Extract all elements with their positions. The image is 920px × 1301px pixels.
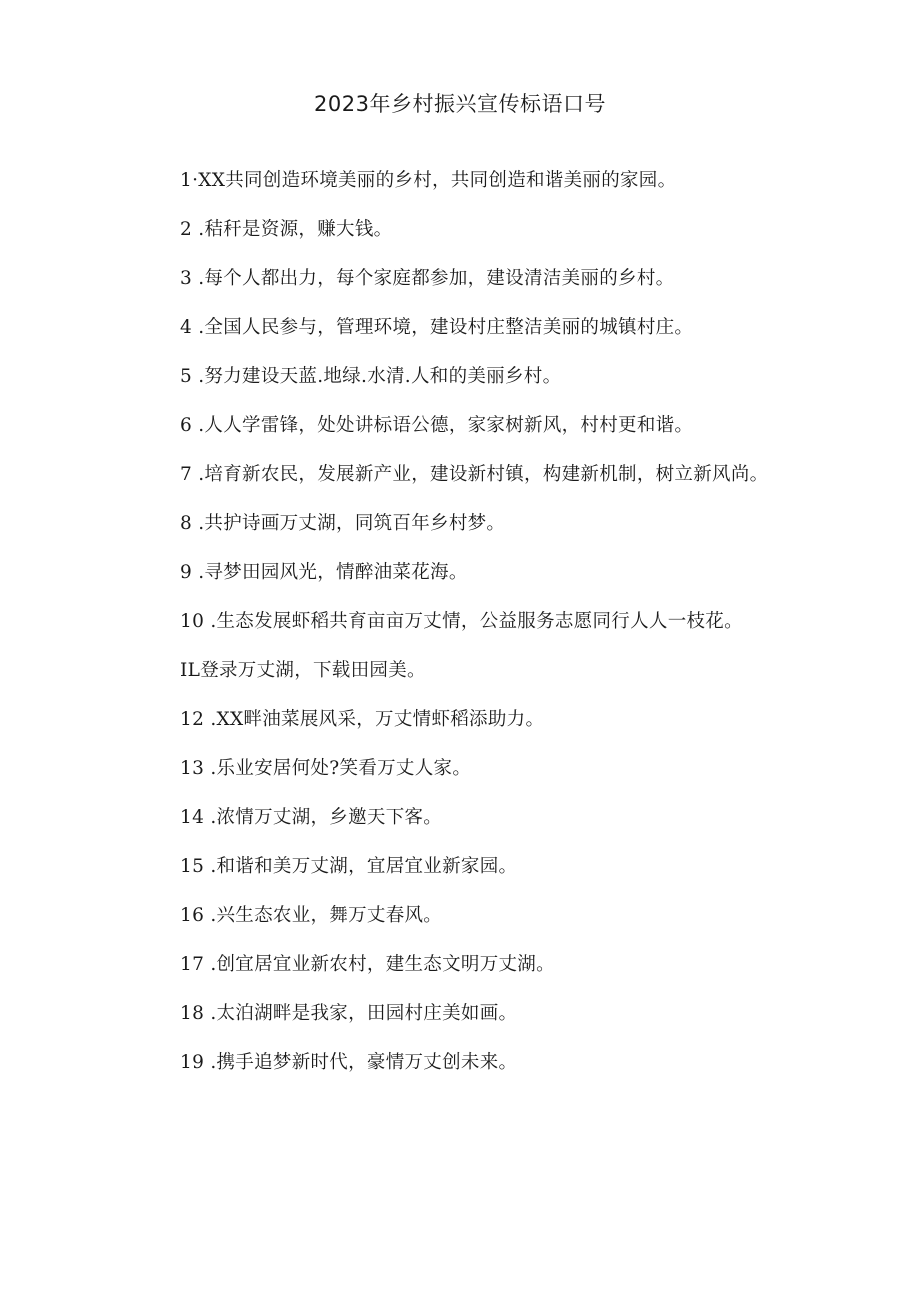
slogan-item: 5 .努力建设天蓝.地绿.水清.人和的美丽乡村。 [180, 366, 562, 387]
slogan-item: 13 .乐业安居何处?笑看万丈人家。 [180, 758, 472, 779]
slogan-item: 3 .每个人都出力，每个家庭都参加，建设清洁美丽的乡村。 [180, 268, 675, 289]
slogan-item: 6 .人人学雷锋，处处讲标语公德，家家树新风，村村更和谐。 [180, 415, 694, 436]
slogan-item: 9 .寻梦田园风光，情醉油菜花海。 [180, 562, 468, 583]
slogan-item: 18 .太泊湖畔是我家，田园村庄美如画。 [180, 1003, 518, 1024]
slogan-item: 12 .XX畔油菜展风采，万丈情虾稻添助力。 [180, 709, 545, 730]
slogan-item: 16 .兴生态农业，舞万丈春风。 [180, 905, 443, 926]
slogan-item: 7 .培育新农民，发展新产业，建设新村镇，构建新机制，树立新风尚。 [180, 464, 769, 485]
slogan-item: 4 .全国人民参与，管理环境，建设村庄整洁美丽的城镇村庄。 [180, 317, 694, 338]
slogan-item: 1·XX共同创造环境美丽的乡村，共同创造和谐美丽的家园。 [180, 170, 677, 191]
document-title: 2023年乡村振兴宣传标语口号 [314, 92, 606, 116]
slogan-item: IL登录万丈湖，下载田园美。 [180, 660, 426, 681]
slogan-item: 10 .生态发展虾稻共育亩亩万丈情，公益服务志愿同行人人一枝花。 [180, 611, 743, 632]
slogan-item: 17 .创宜居宜业新农村，建生态文明万丈湖。 [180, 954, 555, 975]
slogan-item: 8 .共护诗画万丈湖，同筑百年乡村梦。 [180, 513, 506, 534]
slogan-item: 14 .浓情万丈湖，乡邀天下客。 [180, 807, 443, 828]
slogan-list [140, 156, 780, 1087]
slogan-item: 19 .携手追梦新时代，豪情万丈创未来。 [180, 1052, 518, 1073]
slogan-item: 15 .和谐和美万丈湖，宜居宜业新家园。 [180, 856, 518, 877]
slogan-item: 2 .秸秆是资源，赚大钱。 [180, 219, 393, 240]
